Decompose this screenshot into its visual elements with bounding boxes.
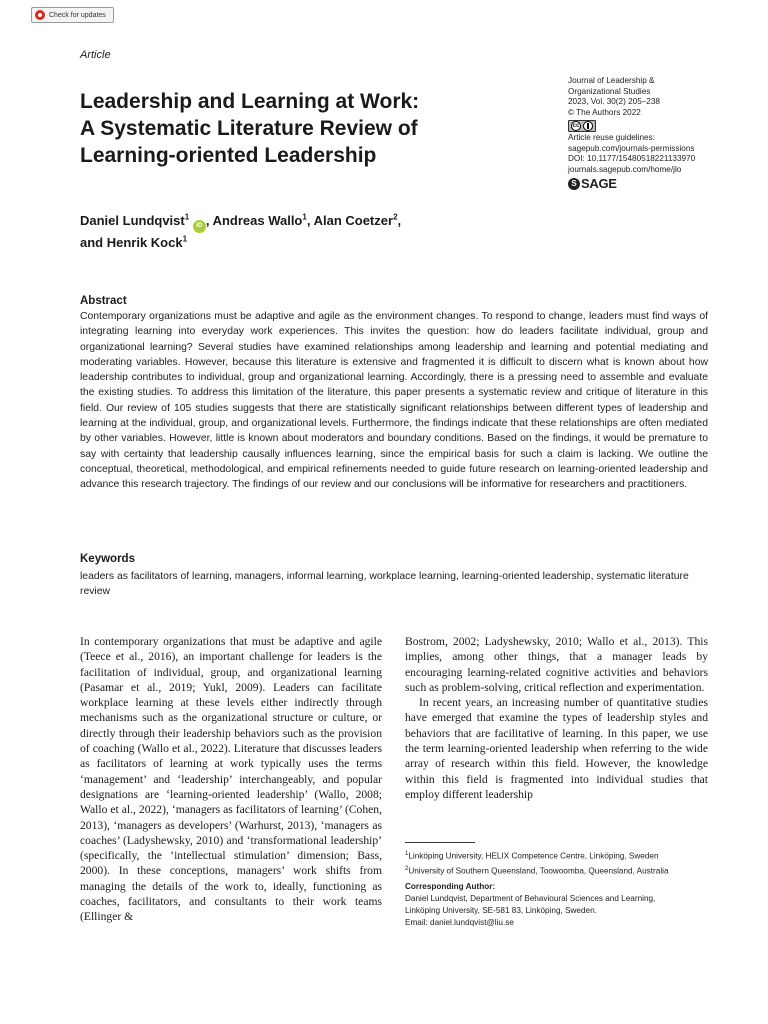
creative-commons-icon[interactable]: cc [568,120,596,132]
affiliation-1: $^1$Linköping University, HELIX Competence Centre, Linköping, Sweden [405,851,659,861]
journal-info [568,76,728,190]
paper-title [80,88,500,169]
author-name[interactable]: Daniel Lundqvist [80,213,185,228]
sage-mark-icon: S [568,178,580,190]
corresponding-line: Daniel Lundqvist, Department of Behavioural Sciences and Learning, [405,894,656,903]
body-paragraph: Bostrom, 2002; Ladyshewsky, 2010; Wallo et al., 2013). This implies, among other things, that a manager leads by encouraging learning-related cognitive activities and behaviors such as problem-solving, critical reflection and experimentation. [405,635,708,694]
title-line: Learning-oriented Leadership [80,144,377,167]
permissions-link[interactable]: sagepub.com/journals-permissions [568,143,695,153]
body-paragraph: In contemporary organizations that must be adaptive and agile (Teece et al., 2016), an important challenge for leaders is the facilitation of individual, group, and organizational learning (Pasamar et al., 2019; Yukl, 2009). Leaders can facilitate workplace learning at these levels either indirectly through mechanisms such as the organizational structure or culture, or directly through their leadership behaviors such as the provision of coaching (Wallo et al., 2022). Literature that discusses leaders as facilitators of learning at work typically uses the terms ‘management’ and ‘leadership’ interchangeably, and popular designations are ‘learning-oriented leadership’ (Wallo, 2008; Wallo et al., 2022), ‘managers as facilitators of learning’ (Cohen, 2013), ‘managers as developers’ (Warhurst, 2013), ‘managers as coaches’ (Ladyshewsky, 2010) and ‘transformational leadership’ (specifically, the ‘intellectual stimulation’ dimension; Bass, 2000). In these conceptions, managers’ work shifts from managing the details of the work to, ideally, functioning as coaches, facilitators, and consultants to their work teams (Ellinger & [80,635,382,924]
corresponding-author [405,881,715,929]
affiliations [405,848,715,877]
body-column-right [405,634,708,802]
footnote-divider [405,842,475,843]
check-updates-label: Check for updates [49,11,106,19]
title-line: Leadership and Learning at Work: [80,90,420,113]
author-name[interactable]: Alan Coetzer [313,213,394,228]
crossmark-icon [35,10,45,20]
author-list: Daniel Lundqvist$^1$ iD , Andreas Wallo$^1$, Alan Coetzer$^2$, and Henrik Kock$^1$ [80,212,402,250]
journal-home-link[interactable]: journals.sagepub.com/home/jlo [568,164,682,174]
title-line: A Systematic Literature Review of [80,117,418,140]
corresponding-line: Linköping University, SE-581 83, Linköping, Sweden. [405,906,597,915]
body-paragraph: In recent years, an increasing number of quantitative studies have emerged that examine the types of leadership styles and behaviors that are facilitative of learning. In this paper, we use the term learning-oriented leadership when referring to the wide array of research within this field. However, the knowledge within this field is fragmented into individual studies that employ different leadership [405,696,708,801]
keywords-heading: Keywords [80,553,135,565]
journal-name: Organizational Studies [568,86,651,96]
orcid-icon[interactable]: iD [193,220,206,233]
keywords-text: leaders as facilitators of learning, managers, informal learning, workplace learning, learning-oriented leadership, systematic literature review [80,571,689,597]
corresponding-email[interactable]: Email: daniel.lundqvist@liu.se [405,918,514,927]
doi-link[interactable]: DOI: 10.1177/15480518221133970 [568,154,696,163]
copyright: © The Authors 2022 [568,107,641,117]
reuse-label: Article reuse guidelines: [568,133,655,142]
author-name[interactable]: Andreas Wallo [212,213,303,228]
check-for-updates-button[interactable] [31,7,114,23]
journal-volume: 2023, Vol. 30(2) 205–238 [568,97,660,106]
abstract-text: Contemporary organizations must be adaptive and agile as the environment changes. To respond to change, leaders must find ways of integrating learning into everyday work experiences. This invites the question: how do leaders facilitate individual, group and organizational learning? Several studies have examined relationships among leadership and learning and potential mediating and moderating variables. However, because this literature is extensive and fragmented it is difficult to discern what is known about how leadership contributes to individual, group and organizational learning. Accordingly, there is a pressing need to assemble and evaluate the existing studies. To address this limitation of the literature, this paper presents a systematic review and critique of literature in this field. Our review of 105 studies suggests that there are statistically significant relationships between different types of leadership and learning at the individual, group, and organizational levels. Furthermore, the findings indicate that these relationships are often mediated by other variables. However, little is known about moderators and boundary conditions. Based on the findings, it would be premature to say with certainty that leadership causally influences learning, since the empirical basis for such a claim is lacking. We outline the conceptual, theoretical, methodological, and empirical refinements needed to guide future research on learning-oriented leadership and advance this research trajectory. The findings of our review and our conclusions will be informative for researchers and practitioners. [80,311,708,491]
corresponding-heading: Corresponding Author: [405,882,496,891]
affiliation-2: $^2$University of Southern Queensland, Toowoomba, Queensland, Australia [405,865,669,876]
abstract-heading: Abstract [80,295,127,307]
article-type-label: Article [80,49,111,61]
journal-name: Journal of Leadership & [568,76,655,85]
sage-logo: S SAGE [568,178,728,190]
body-column-left [80,634,382,925]
author-name[interactable]: and Henrik Kock [80,235,183,250]
